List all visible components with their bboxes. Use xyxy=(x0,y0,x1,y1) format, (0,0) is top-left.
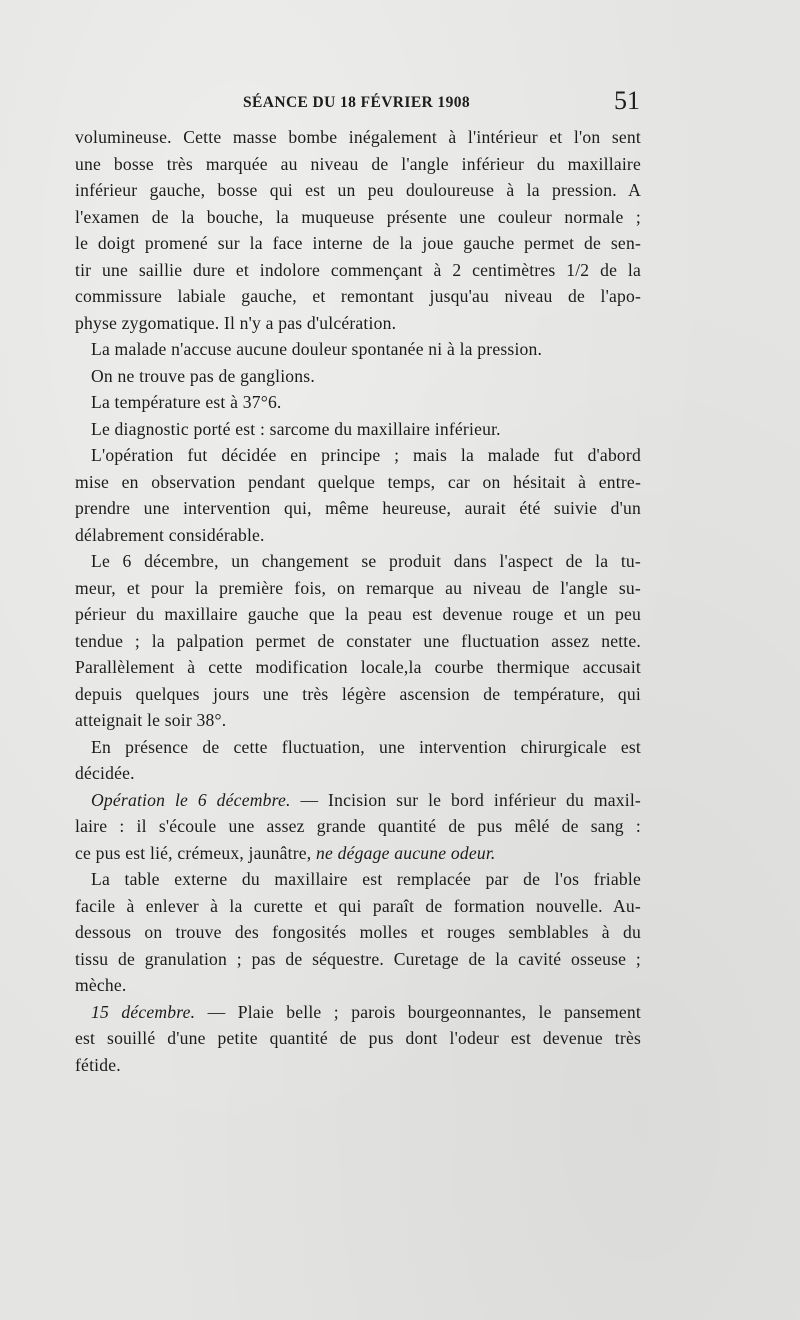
text-line: inférieur gauche, bosse qui est un peu douloureuse à la pression. A xyxy=(75,180,641,200)
text-line: tendue ; la palpation permet de constater une fluctuation assez nette. xyxy=(75,630,641,651)
text-line: mise en observation pendant quelque temps, car on hésitait à entre- xyxy=(75,471,641,492)
text-line: commissure labiale gauche, et remontant jusqu'au niveau de l'apo- xyxy=(75,286,641,306)
text-line: le doigt promené sur la face interne de la joue gauche permet de sen- xyxy=(75,233,641,253)
text-line: laire : il s'écoule une assez grande quantité de pus mêlé de sang : xyxy=(75,816,641,836)
body-text xyxy=(75,124,641,1078)
text-line xyxy=(75,787,641,814)
text-line-segment: — Incision sur le bord inférieur du maxil- xyxy=(300,789,641,810)
text-line: L'opération fut décidée en principe ; mais la malade fut d'abord xyxy=(91,445,641,465)
text-line: La malade n'accuse aucune douleur spontanée ni à la pression. xyxy=(91,339,543,359)
text-line: La table externe du maxillaire est remplacée par de l'os friable xyxy=(91,869,641,889)
text-line: meur, et pour la première fois, on remarque au niveau de l'angle su- xyxy=(75,577,641,598)
text-line: Le 6 décembre, un changement se produit dans l'aspect de la tu- xyxy=(91,551,641,571)
text-line: périeur du maxillaire gauche que la peau est devenue rouge et un peu xyxy=(75,604,641,624)
text-line: On ne trouve pas de ganglions. xyxy=(91,365,315,386)
text-line-segment: — Plaie belle ; parois bourgeonnantes, le pansement xyxy=(207,1001,641,1022)
text-line: l'examen de la bouche, la muqueuse présente une couleur normale ; xyxy=(75,206,641,227)
text-line: volumineuse. Cette masse bombe inégalement à l'intérieur et l'on sent xyxy=(75,127,641,147)
date-label: 15 décembre. xyxy=(91,1001,196,1022)
text-line: depuis quelques jours une très légère ascension de température, qui xyxy=(75,683,641,704)
header-title: SÉANCE DU 18 FÉVRIER 1908 xyxy=(243,94,471,111)
text-line: facile à enlever à la curette et qui paraît de formation nouvelle. Au- xyxy=(75,895,641,916)
text-line: physe zygomatique. Il n'y a pas d'ulcération. xyxy=(75,312,397,333)
text-line: dessous on trouve des fongosités molles et rouges semblables à du xyxy=(75,922,641,942)
text-line: délabrement considérable. xyxy=(75,524,265,545)
text-line: mèche. xyxy=(75,975,127,995)
text-line: fétide. xyxy=(75,1054,121,1075)
text-line: une bosse très marquée au niveau de l'angle inférieur du maxillaire xyxy=(75,153,641,174)
text-line xyxy=(75,999,641,1026)
text-line: tir une saillie dure et indolore commençant à 2 centimètres 1/2 de la xyxy=(75,259,641,280)
operation-label: Opération le 6 décembre. xyxy=(91,789,291,810)
text-line: La température est à 37°6. xyxy=(91,392,282,412)
odor-phrase: ne dégage aucune odeur. xyxy=(316,842,496,863)
text-line: décidée. xyxy=(75,763,135,783)
text-line: prendre une intervention qui, même heureuse, aurait été suivie d'un xyxy=(75,498,641,518)
text-line-segment: ce pus est lié, crémeux, jaunâtre, xyxy=(75,842,312,863)
page-number: 51 xyxy=(614,86,640,115)
text-line: atteignait le soir 38°. xyxy=(75,710,227,730)
text-line xyxy=(75,840,641,867)
text-line: Le diagnostic porté est : sarcome du maxillaire inférieur. xyxy=(91,418,501,439)
running-header xyxy=(0,86,800,120)
text-line: Parallèlement à cette modification locale,la courbe thermique accusait xyxy=(75,657,641,677)
text-line: est souillé d'une petite quantité de pus dont l'odeur est devenue très xyxy=(75,1028,641,1048)
text-line: En présence de cette fluctuation, une intervention chirurgicale est xyxy=(91,736,641,757)
text-line: tissu de granulation ; pas de séquestre. Curetage de la cavité osseuse ; xyxy=(75,948,641,969)
